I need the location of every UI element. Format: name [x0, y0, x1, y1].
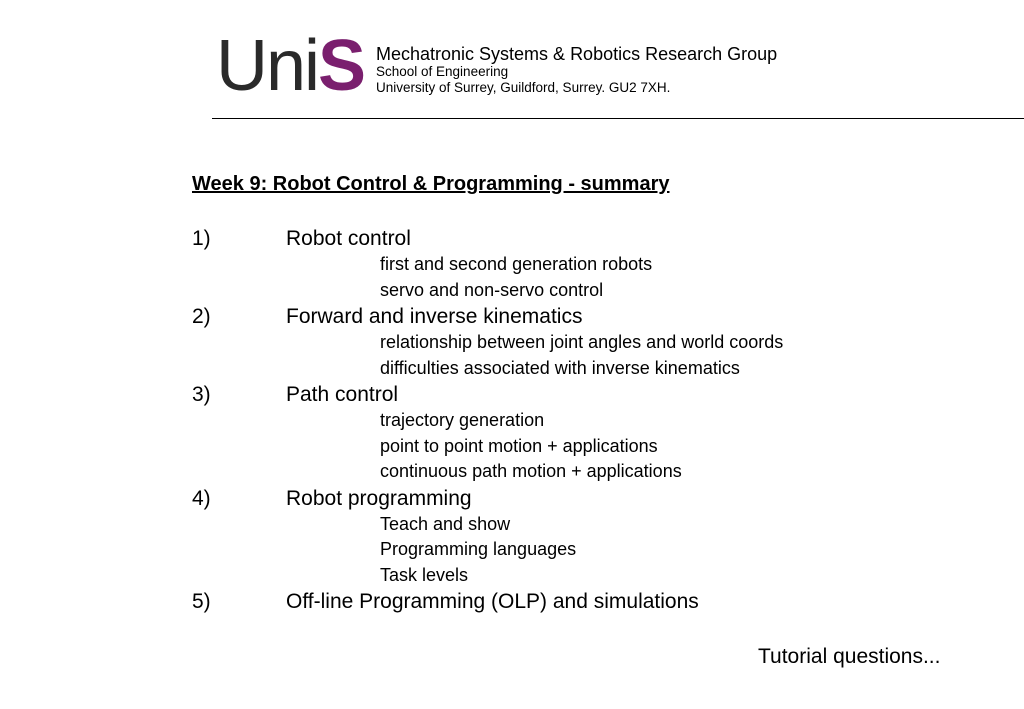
page-header: [0, 0, 1024, 120]
item-number: 4): [192, 486, 211, 510]
item-number: 3): [192, 383, 211, 406]
outline-item: [192, 588, 972, 615]
item-number: 1): [192, 227, 211, 250]
header-divider: [212, 118, 1024, 119]
outline-item: [192, 381, 972, 485]
sub-point: difficulties associated with inverse kinematics: [380, 357, 740, 378]
outline-item: [192, 303, 972, 381]
sub-point: continuous path motion + applications: [380, 461, 682, 481]
sub-point: Teach and show: [380, 513, 511, 534]
unis-logo: [216, 26, 367, 106]
tutorial-questions-note: Tutorial questions...: [758, 645, 941, 668]
item-label: Robot programming: [286, 486, 472, 510]
sub-point: trajectory generation: [380, 410, 545, 430]
sub-point: point to point motion + applications: [380, 435, 658, 456]
sub-point: Task levels: [380, 564, 469, 585]
item-number: 5): [192, 590, 211, 613]
org-school: School of Engineering: [376, 64, 509, 79]
organization-block: [376, 44, 777, 96]
org-address: University of Surrey, Guildford, Surrey. GU2 7XH.: [376, 80, 671, 95]
outline-item-heading: [192, 303, 972, 330]
outline-item: [192, 225, 972, 303]
sub-point: servo and non-servo control: [380, 279, 604, 300]
org-name: Mechatronic Systems & Robotics Research Group: [376, 44, 778, 64]
sub-point: Programming languages: [380, 539, 577, 559]
logo-text-uni: Uni: [216, 26, 319, 106]
item-number: 2): [192, 305, 211, 328]
item-label: Path control: [286, 383, 399, 406]
sub-point: relationship between joint angles and world coords: [380, 332, 784, 352]
outline-item-heading: [192, 225, 972, 252]
outline-item-heading: [192, 588, 972, 615]
item-label: Robot control: [286, 227, 411, 250]
outline-item: [192, 485, 972, 589]
outline-item-heading: [192, 485, 972, 512]
item-label: Off-line Programming (OLP) and simulations: [286, 590, 699, 613]
document-title: Week 9: Robot Control & Programming - summary: [192, 173, 670, 195]
outline-item-heading: [192, 381, 972, 408]
summary-outline: [192, 225, 972, 615]
item-label: Forward and inverse kinematics: [286, 305, 583, 328]
sub-point: first and second generation robots: [380, 254, 653, 274]
logo-text-s: S: [318, 26, 367, 106]
